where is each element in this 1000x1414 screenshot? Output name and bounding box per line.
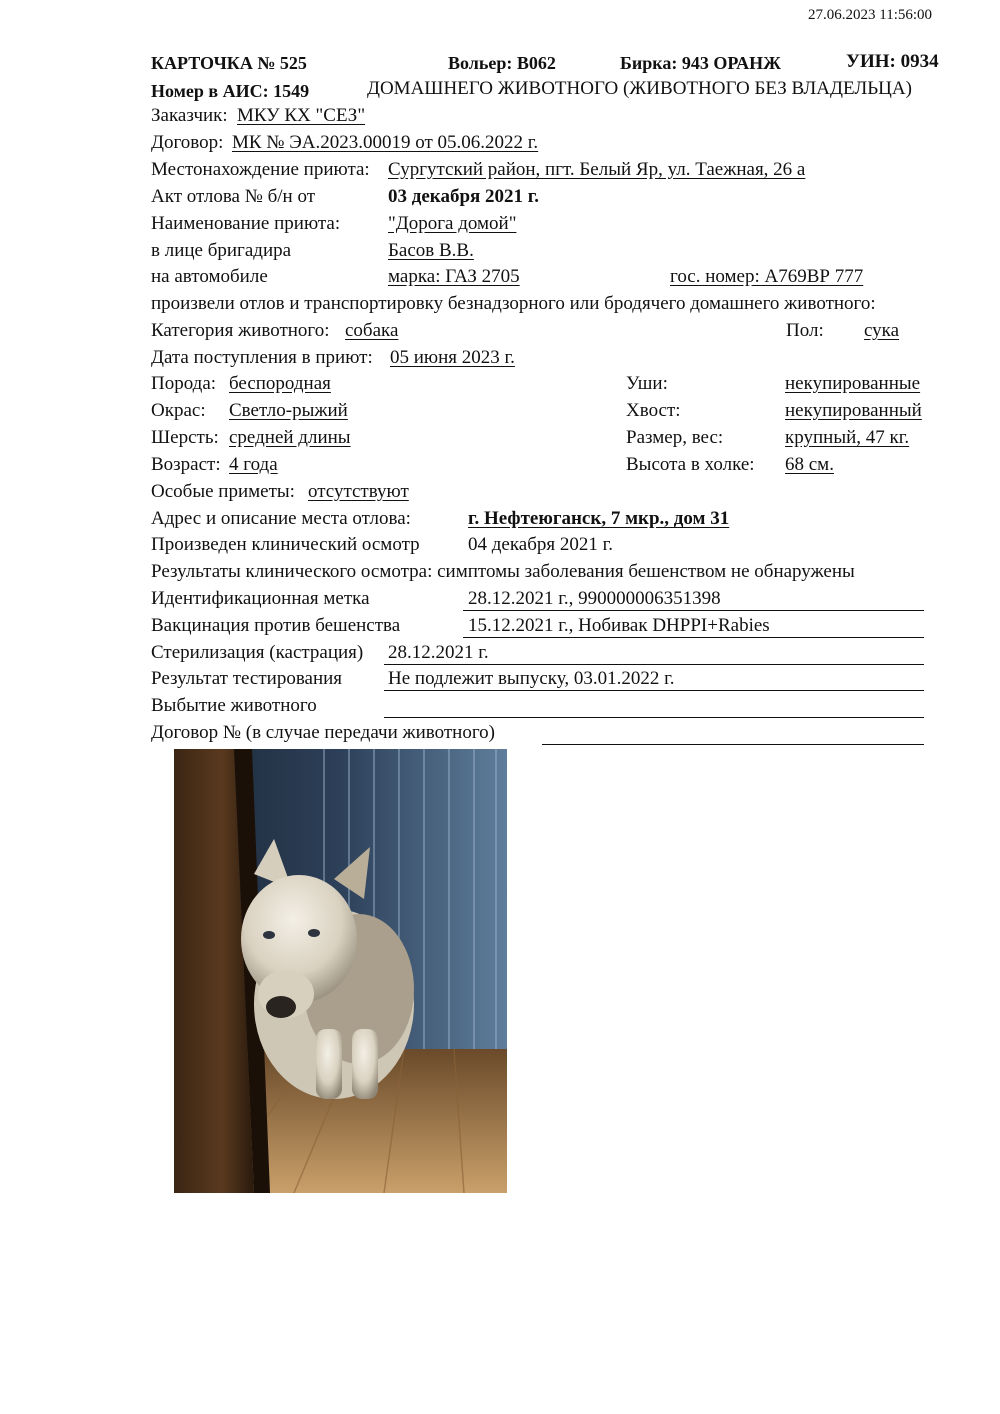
- exam-result: Результаты клинического осмотра: симптомы заболевания бешенством не обнаружены: [151, 561, 855, 582]
- document-title: ДОМАШНЕГО ЖИВОТНОГО (ЖИВОТНОГО БЕЗ ВЛАДЕЛЬЦА): [367, 78, 912, 99]
- dog-photo: [174, 749, 507, 1193]
- category-label: Категория животного:: [151, 320, 330, 341]
- sterilization-underline: [384, 664, 924, 665]
- contract-label: Договор:: [151, 132, 224, 153]
- uin: УИН: 0934: [846, 51, 939, 72]
- arrival-label: Дата поступления в приют:: [151, 347, 373, 368]
- category-value: собака: [345, 320, 399, 341]
- catch-act-label: Акт отлова № б/н от: [151, 186, 316, 207]
- brigadier-label: в лице бригадира: [151, 240, 292, 261]
- contract-value: МК № ЭА.2023.00019 от 05.06.2022 г.: [232, 132, 539, 153]
- color-value: Светло-рыжий: [229, 400, 348, 421]
- special-marks-label: Особые приметы:: [151, 481, 295, 502]
- vaccination-underline: [463, 637, 924, 638]
- ais-number: Номер в АИС: 1549: [151, 81, 310, 101]
- disposal-label: Выбытие животного: [151, 695, 317, 716]
- shelter-label: Наименование приюта:: [151, 213, 341, 234]
- card-number: КАРТОЧКА № 525: [151, 53, 307, 73]
- tail-value: некупированный: [785, 400, 922, 421]
- id-tag-value: 28.12.2021 г., 990000006351398: [468, 588, 721, 609]
- tail-label: Хвост:: [626, 400, 681, 421]
- height-label: Высота в холке:: [626, 454, 755, 475]
- enclosure: Вольер: В062: [448, 53, 556, 73]
- test-result-label: Результат тестирования: [151, 668, 343, 689]
- print-timestamp: 27.06.2023 11:56:00: [808, 7, 933, 23]
- location-label: Местонахождение приюта:: [151, 159, 370, 180]
- vaccination-value: 15.12.2021 г., Нобивак DHPPI+Rabies: [468, 615, 770, 636]
- exam-date: 04 декабря 2021 г.: [468, 534, 614, 555]
- catch-address-value: г. Нефтеюганск, 7 мкр., дом 31: [468, 508, 730, 529]
- coat-label: Шерсть:: [151, 427, 219, 448]
- vehicle-plate: гос. номер: А769ВР 777: [670, 266, 864, 287]
- ears-label: Уши:: [626, 373, 668, 394]
- age-label: Возраст:: [151, 454, 221, 475]
- tag-number: Бирка: 943 ОРАНЖ: [620, 53, 781, 73]
- location-value: Сургутский район, пгт. Белый Яр, ул. Таежная, 26 а: [388, 159, 806, 180]
- shelter-value: "Дорога домой": [388, 213, 517, 234]
- brigadier-value: Басов В.В.: [388, 240, 474, 261]
- id-tag-underline: [463, 610, 924, 611]
- test-result-value: Не подлежит выпуску, 03.01.2022 г.: [388, 668, 675, 689]
- height-value: 68 см.: [785, 454, 834, 475]
- breed-value: беспородная: [229, 373, 331, 394]
- breed-label: Порода:: [151, 373, 217, 394]
- sterilization-value: 28.12.2021 г.: [388, 642, 489, 663]
- special-marks-value: отсутствуют: [308, 481, 409, 502]
- sterilization-label: Стерилизация (кастрация): [151, 642, 364, 663]
- age-value: 4 года: [229, 454, 278, 475]
- vehicle-label: на автомобиле: [151, 266, 268, 287]
- coat-value: средней длины: [229, 427, 351, 448]
- arrival-value: 05 июня 2023 г.: [390, 347, 515, 368]
- vaccination-label: Вакцинация против бешенства: [151, 615, 401, 636]
- transfer-contract-underline: [542, 744, 924, 745]
- sex-label: Пол:: [786, 320, 824, 341]
- vehicle-brand: марка: ГАЗ 2705: [388, 266, 520, 287]
- customer-label: Заказчик:: [151, 105, 228, 126]
- test-result-underline: [384, 690, 924, 691]
- size-label: Размер, вес:: [626, 427, 724, 448]
- ears-value: некупированные: [785, 373, 921, 394]
- customer-value: МКУ КХ "СЕЗ": [237, 105, 366, 126]
- id-tag-label: Идентификационная метка: [151, 588, 370, 609]
- transfer-contract-label: Договор № (в случае передачи животного): [151, 722, 495, 743]
- disposal-underline: [384, 717, 924, 718]
- exam-label: Произведен клинический осмотр: [151, 534, 420, 555]
- catch-address-label: Адрес и описание места отлова:: [151, 508, 411, 529]
- color-label: Окрас:: [151, 400, 206, 421]
- sex-value: сука: [864, 320, 900, 341]
- size-value: крупный, 47 кг.: [785, 427, 910, 448]
- catch-act-date: 03 декабря 2021 г.: [388, 186, 540, 207]
- statement: произвели отлов и транспортировку безнадзорного или бродячего домашнего животного:: [151, 293, 876, 314]
